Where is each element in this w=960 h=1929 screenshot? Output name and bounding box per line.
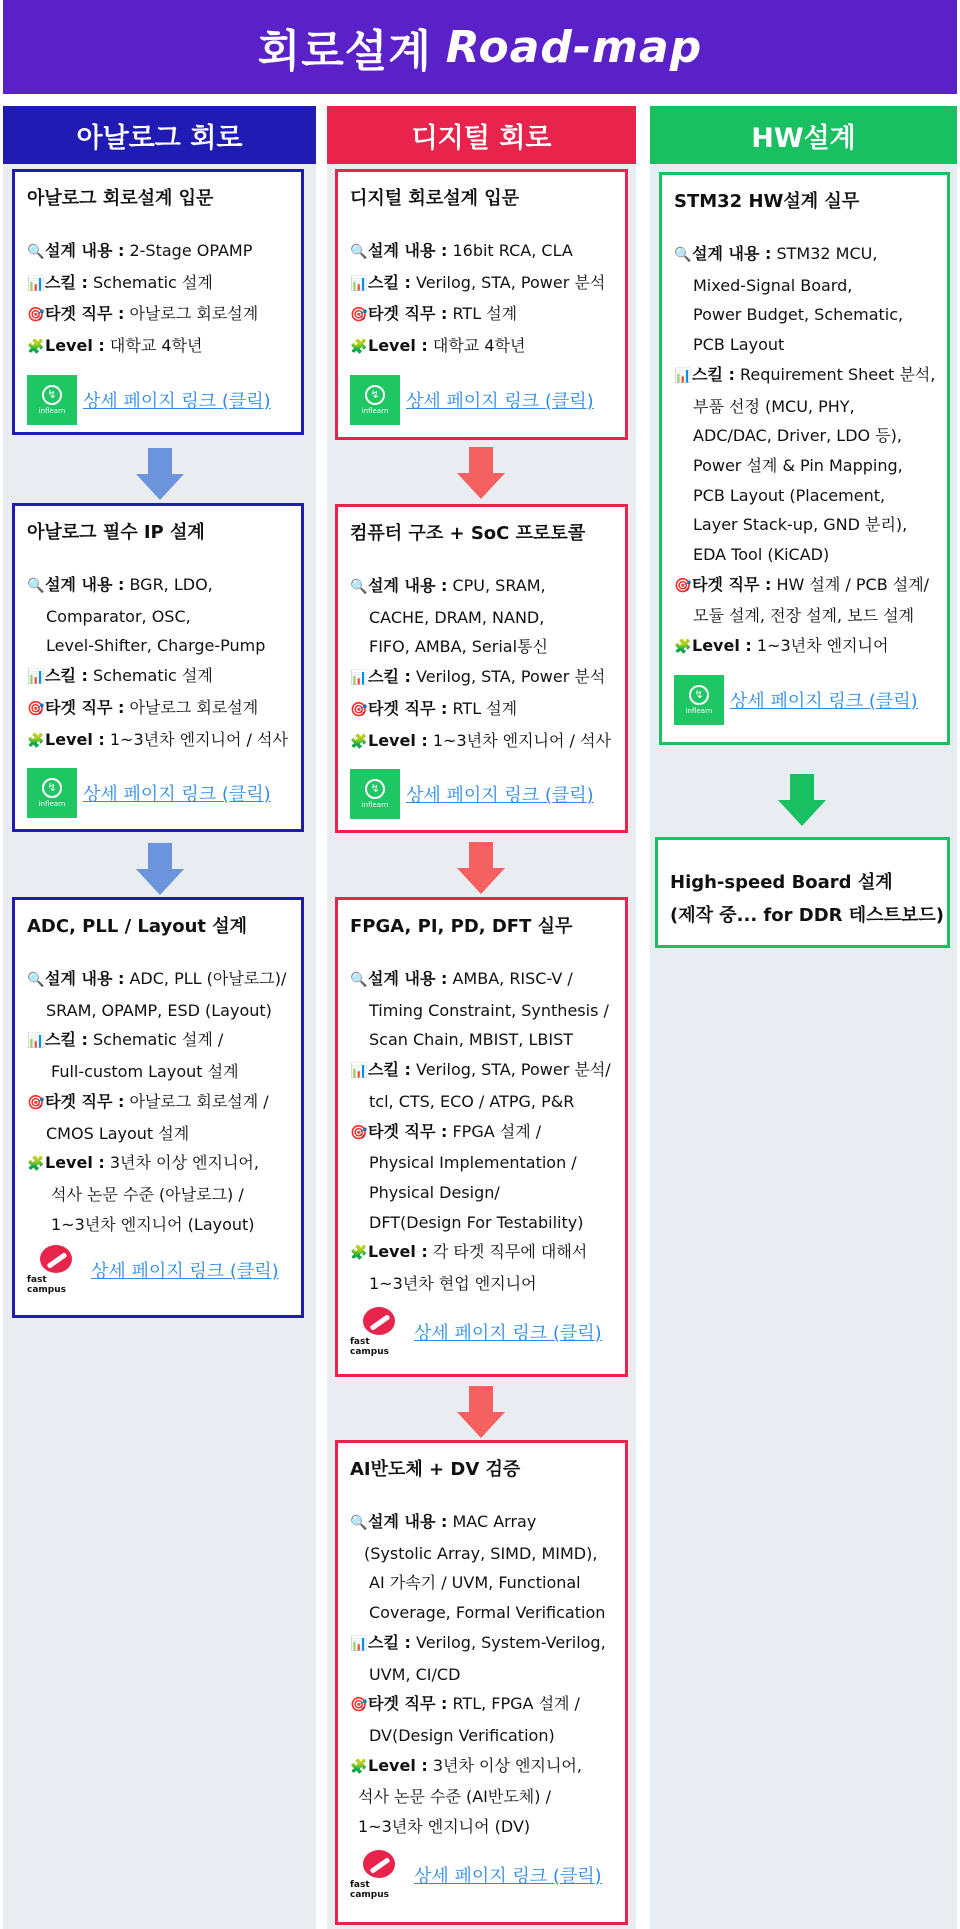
design-content: BGR, LDO, — [129, 575, 213, 594]
level-label: Level : — [692, 636, 752, 656]
chart-icon: 📊 — [27, 669, 45, 686]
course-card — [335, 504, 628, 833]
skill-content: Verilog, STA, Power 분석/ — [415, 1060, 611, 1080]
target-content: 아날로그 회로설계 / — [129, 1091, 269, 1111]
arrow-down-icon — [778, 774, 826, 826]
target-content: RTL 설계 — [452, 698, 518, 718]
level-content: 대학교 4학년 — [432, 336, 526, 356]
column-title: HW설계 — [751, 122, 856, 154]
level-label: Level : — [45, 1153, 105, 1173]
design-content-line — [350, 236, 617, 268]
target-icon: 🎯 — [350, 307, 368, 324]
skill-content-cont: 부품 선정 (MCU, PHY, — [693, 396, 855, 416]
level-content-cont: 석사 논문 수준 (AI반도체) / — [358, 1787, 551, 1807]
target-label: 타겟 직무 : — [368, 698, 448, 718]
skill-content-cont: Full-custom Layout 설계 — [51, 1062, 239, 1082]
design-content-cont: (Systolic Array, SIMD, MIMD), — [364, 1543, 598, 1563]
page-title-italic: Road-map — [445, 21, 703, 73]
skill-content: Schematic 설계 — [92, 272, 213, 292]
course-title: AI반도체 + DV 검증 — [350, 1459, 521, 1480]
column-digital — [327, 106, 636, 1929]
target-content-cont: CMOS Layout 설계 — [46, 1123, 190, 1143]
skill-content-cont: UVM, CI/CD — [369, 1664, 461, 1684]
design-content-cont: Timing Constraint, Synthesis / — [369, 1000, 609, 1020]
course-card — [12, 897, 304, 1318]
course-title: 아날로그 회로설계 입문 — [27, 188, 214, 209]
design-label: 설계 내용 : — [368, 969, 448, 988]
level-label: Level : — [45, 729, 105, 749]
fastcampus-logo: fast campus — [350, 1850, 408, 1900]
column-header-hw — [650, 106, 957, 164]
skill-content: Schematic 설계 — [92, 666, 213, 686]
skill-line — [350, 1055, 617, 1087]
design-content-line — [350, 964, 617, 996]
column-analog — [3, 106, 316, 1929]
level-content-cont: 석사 논문 수준 (아날로그) / — [51, 1184, 244, 1204]
level-line — [27, 725, 293, 757]
magnifier-icon: 🔍 — [350, 244, 368, 260]
target-line — [350, 299, 617, 331]
course-title: 아날로그 필수 IP 설계 — [27, 522, 205, 543]
chart-icon: 📊 — [27, 1033, 45, 1050]
magnifier-icon: 🔍 — [27, 578, 45, 594]
level-line — [350, 331, 617, 363]
arrow-down-icon — [457, 1386, 505, 1438]
level-label: Level : — [368, 1755, 428, 1775]
target-label: 타겟 직무 : — [45, 697, 125, 717]
course-card — [335, 1440, 628, 1925]
target-content-cont: 모듈 설계, 전장 설계, 보드 설계 — [693, 606, 915, 626]
level-content: 3년차 이상 엔지니어, — [432, 1755, 582, 1775]
level-label: Level : — [368, 1242, 428, 1262]
design-label: 설계 내용 : — [692, 244, 772, 263]
page-title: 회로설계 — [257, 26, 432, 77]
inflearn-logo: ↯ inflearn — [350, 769, 400, 819]
inflearn-logo: ↯ inflearn — [27, 768, 77, 818]
course-title: FPGA, PI, PD, DFT 실무 — [350, 916, 573, 937]
design-content-line — [27, 570, 293, 602]
target-icon: 🎯 — [27, 307, 45, 324]
design-content-line — [350, 571, 617, 603]
target-content: RTL 설계 — [452, 304, 518, 324]
target-icon: 🎯 — [350, 701, 368, 718]
target-line — [350, 1689, 617, 1721]
inflearn-logo: ↯ inflearn — [674, 675, 724, 725]
skill-content: Requirement Sheet 분석, — [739, 364, 936, 384]
design-label: 설계 내용 : — [45, 241, 125, 260]
column-title: 아날로그 회로 — [76, 122, 243, 154]
design-label: 설계 내용 : — [368, 1512, 448, 1531]
level-line — [27, 331, 293, 363]
target-icon: 🎯 — [350, 1697, 368, 1714]
skill-content-cont: Power 설계 & Pin Mapping, — [693, 455, 903, 475]
chart-icon: 📊 — [350, 275, 368, 292]
course-title: STM32 HW설계 실무 — [674, 191, 860, 212]
target-content: FPGA 설계 / — [452, 1121, 542, 1141]
skill-label: 스킬 : — [45, 666, 88, 686]
design-content: ADC, PLL (아날로그)/ — [129, 969, 287, 988]
link-row — [27, 1245, 293, 1295]
column-title: 디지털 회로 — [411, 122, 552, 154]
design-content-cont: PCB Layout — [693, 335, 785, 355]
target-content: RTL, FPGA 설계 / — [452, 1694, 580, 1714]
design-content-cont: Level-Shifter, Charge-Pump — [46, 636, 266, 656]
skill-label: 스킬 : — [368, 272, 411, 292]
target-line — [350, 694, 617, 726]
magnifier-icon: 🔍 — [674, 247, 692, 263]
puzzle-icon: 🧩 — [350, 339, 368, 356]
course-card — [335, 897, 628, 1377]
detail-page-link[interactable]: 상세 페이지 링크 (클릭) — [414, 1322, 602, 1344]
target-line — [27, 1087, 293, 1119]
skill-content-cont: PCB Layout (Placement, — [693, 485, 886, 505]
skill-line — [350, 662, 617, 694]
course-card — [12, 169, 304, 435]
upcoming-course-card — [655, 837, 950, 948]
level-label: Level : — [368, 336, 428, 356]
design-content-cont: SRAM, OPAMP, ESD (Layout) — [46, 1000, 272, 1020]
level-content: 1~3년차 엔지니어 / 석사 — [432, 730, 611, 750]
skill-line — [27, 268, 293, 300]
column-hw — [650, 106, 957, 1929]
magnifier-icon: 🔍 — [350, 579, 368, 595]
target-label: 타겟 직무 : — [368, 1694, 448, 1714]
magnifier-icon: 🔍 — [27, 972, 45, 988]
target-icon: 🎯 — [27, 1094, 45, 1111]
target-line — [27, 299, 293, 331]
skill-label: 스킬 : — [45, 1030, 88, 1050]
skill-label: 스킬 : — [692, 364, 735, 384]
magnifier-icon: 🔍 — [27, 244, 45, 260]
skill-line — [350, 268, 617, 300]
design-content-cont: Mixed-Signal Board, — [693, 275, 853, 295]
target-line — [674, 570, 939, 602]
course-title: 디지털 회로설계 입문 — [350, 188, 520, 209]
link-row — [350, 1307, 617, 1357]
target-content: HW 설계 / PCB 설계/ — [776, 574, 930, 594]
puzzle-icon: 🧩 — [674, 639, 692, 656]
arrow-down-icon — [457, 842, 505, 894]
chart-icon: 📊 — [27, 275, 45, 292]
detail-page-link[interactable]: 상세 페이지 링크 (클릭) — [83, 390, 271, 412]
level-content: 각 타겟 직무에 대해서 — [432, 1242, 588, 1262]
level-content: 대학교 4학년 — [109, 336, 203, 356]
skill-content: Verilog, STA, Power 분석 — [415, 272, 606, 292]
level-line — [350, 1751, 617, 1783]
fastcampus-logo: fast campus — [350, 1307, 408, 1357]
puzzle-icon: 🧩 — [27, 732, 45, 749]
design-label: 설계 내용 : — [368, 576, 448, 595]
skill-label: 스킬 : — [368, 1060, 411, 1080]
design-content: CPU, SRAM, — [452, 576, 546, 595]
skill-label: 스킬 : — [368, 667, 411, 687]
detail-page-link[interactable]: 상세 페이지 링크 (클릭) — [414, 1865, 602, 1887]
skill-content-cont: EDA Tool (KiCAD) — [693, 545, 830, 565]
target-icon: 🎯 — [350, 1124, 368, 1141]
level-content-cont: 1~3년차 엔지니어 (DV) — [358, 1817, 531, 1837]
design-content-line — [674, 239, 939, 271]
design-content-cont: FIFO, AMBA, Serial통신 — [369, 637, 548, 657]
level-line — [350, 726, 617, 758]
target-content-cont: DFT(Design For Testability) — [369, 1212, 584, 1232]
skill-content-cont: ADC/DAC, Driver, LDO 등), — [693, 426, 902, 446]
level-line — [27, 1148, 293, 1180]
target-icon: 🎯 — [27, 700, 45, 717]
design-content: 16bit RCA, CLA — [452, 241, 573, 260]
link-row — [350, 375, 617, 425]
detail-page-link[interactable]: 상세 페이지 링크 (클릭) — [730, 690, 918, 712]
course-card — [335, 169, 628, 440]
skill-label: 스킬 : — [45, 272, 88, 292]
course-card — [12, 503, 304, 832]
chart-icon: 📊 — [350, 1063, 368, 1080]
arrow-down-icon — [136, 448, 184, 500]
puzzle-icon: 🧩 — [27, 339, 45, 356]
target-line — [27, 693, 293, 725]
design-content-line — [27, 964, 293, 996]
magnifier-icon: 🔍 — [350, 972, 368, 988]
link-row — [27, 375, 293, 425]
inflearn-logo: ↯ inflearn — [27, 375, 77, 425]
level-content-cont: 1~3년차 현업 엔지니어 — [369, 1274, 537, 1294]
skill-content: Verilog, System-Verilog, — [415, 1632, 606, 1652]
skill-content: Verilog, STA, Power 분석 — [415, 667, 606, 687]
level-label: Level : — [368, 730, 428, 750]
page-title-bar — [3, 0, 957, 94]
design-content-cont: Coverage, Formal Verification — [369, 1603, 606, 1623]
target-content: 아날로그 회로설계 — [129, 304, 259, 324]
target-label: 타겟 직무 : — [692, 574, 772, 594]
level-content-cont: 1~3년차 엔지니어 (Layout) — [51, 1214, 255, 1234]
skill-line — [27, 661, 293, 693]
level-content: 1~3년차 엔지니어 — [756, 636, 889, 656]
skill-label: 스킬 : — [368, 1632, 411, 1652]
design-label: 설계 내용 : — [45, 969, 125, 988]
fastcampus-logo: fast campus — [27, 1245, 85, 1295]
target-icon: 🎯 — [674, 577, 692, 594]
design-content-line — [350, 1507, 617, 1539]
design-content-cont: Scan Chain, MBIST, LBIST — [369, 1030, 573, 1050]
skill-content-cont: tcl, CTS, ECO / ATPG, P&R — [369, 1091, 575, 1111]
level-content: 1~3년차 엔지니어 / 석사 — [109, 729, 288, 749]
skill-content: Schematic 설계 / — [92, 1030, 224, 1050]
puzzle-icon: 🧩 — [350, 1245, 368, 1262]
target-line — [350, 1117, 617, 1149]
upcoming-course-subtitle: (제작 중... for DDR 테스트보드) — [670, 905, 944, 926]
detail-page-link[interactable]: 상세 페이지 링크 (클릭) — [83, 784, 271, 806]
puzzle-icon: 🧩 — [27, 1156, 45, 1173]
design-content-cont: Comparator, OSC, — [46, 606, 191, 626]
target-label: 타겟 직무 : — [45, 1091, 125, 1111]
link-row — [27, 768, 293, 818]
upcoming-course-title: High-speed Board 설계 — [670, 872, 893, 893]
link-row — [350, 769, 617, 819]
detail-page-link[interactable]: 상세 페이지 링크 (클릭) — [91, 1261, 279, 1283]
puzzle-icon: 🧩 — [350, 733, 368, 750]
skill-line — [674, 360, 939, 392]
level-label: Level : — [45, 336, 105, 356]
design-content-cont: AI 가속기 / UVM, Functional — [369, 1573, 581, 1593]
arrow-down-icon — [136, 843, 184, 895]
skill-content-cont: Layer Stack-up, GND 분리), — [693, 515, 908, 535]
course-title: ADC, PLL / Layout 설계 — [27, 916, 248, 937]
design-content: MAC Array — [452, 1512, 537, 1531]
column-header-analog — [3, 106, 316, 164]
inflearn-logo: ↯ inflearn — [350, 375, 400, 425]
target-content: 아날로그 회로설계 — [129, 697, 259, 717]
design-content: STM32 MCU, — [776, 244, 878, 263]
design-content: 2-Stage OPAMP — [129, 241, 253, 260]
design-content-cont: CACHE, DRAM, NAND, — [369, 607, 545, 627]
design-content-cont: Power Budget, Schematic, — [693, 305, 904, 325]
target-label: 타겟 직무 : — [368, 304, 448, 324]
course-title: 컴퓨터 구조 + SoC 프로토콜 — [350, 523, 586, 544]
level-line — [674, 631, 939, 663]
magnifier-icon: 🔍 — [350, 1515, 368, 1531]
chart-icon: 📊 — [350, 670, 368, 687]
target-label: 타겟 직무 : — [368, 1121, 448, 1141]
level-content: 3년차 이상 엔지니어, — [109, 1153, 259, 1173]
target-content-cont: Physical Implementation / — [369, 1153, 577, 1173]
skill-line — [350, 1628, 617, 1660]
chart-icon: 📊 — [674, 367, 692, 384]
detail-page-link[interactable]: 상세 페이지 링크 (클릭) — [406, 390, 594, 412]
target-content-cont: DV(Design Verification) — [369, 1725, 555, 1745]
course-card — [659, 172, 950, 745]
design-content-line — [27, 236, 293, 268]
chart-icon: 📊 — [350, 1635, 368, 1652]
column-header-digital — [327, 106, 636, 164]
design-content: AMBA, RISC-V / — [452, 969, 573, 988]
level-line — [350, 1237, 617, 1269]
puzzle-icon: 🧩 — [350, 1758, 368, 1775]
link-row — [350, 1850, 617, 1900]
link-row — [674, 675, 939, 725]
detail-page-link[interactable]: 상세 페이지 링크 (클릭) — [406, 785, 594, 807]
design-label: 설계 내용 : — [45, 575, 125, 594]
arrow-down-icon — [457, 447, 505, 499]
target-label: 타겟 직무 : — [45, 304, 125, 324]
skill-line — [27, 1025, 293, 1057]
target-content-cont: Physical Design/ — [369, 1182, 500, 1202]
design-label: 설계 내용 : — [368, 241, 448, 260]
